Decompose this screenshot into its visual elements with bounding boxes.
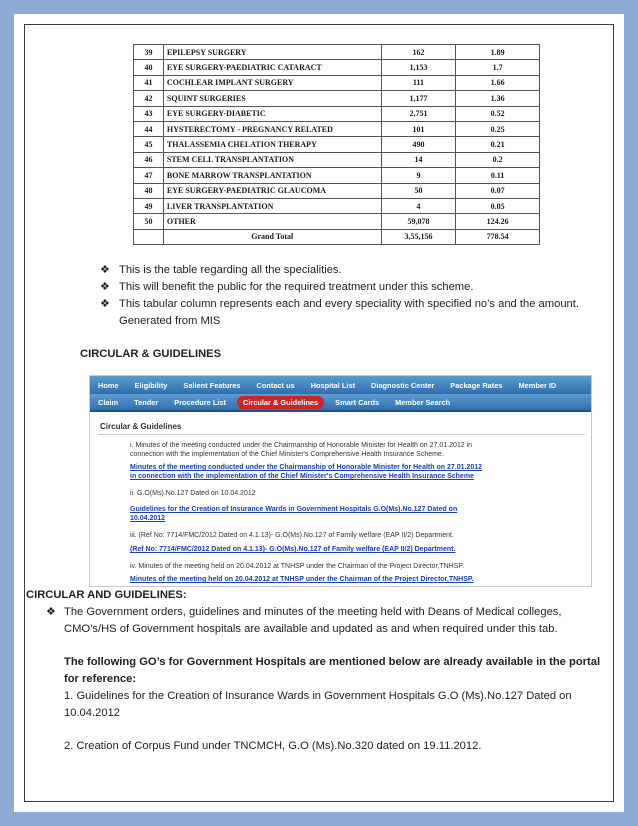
speciality-name: EPILEPSY SURGERY <box>163 45 381 60</box>
speciality-name: BONE MARROW TRANSPLANTATION <box>163 168 381 183</box>
diamond-bullet-icon: ❖ <box>100 281 110 293</box>
diamond-bullet-icon: ❖ <box>100 298 110 310</box>
table-row <box>134 152 540 167</box>
amount-value: 0.25 <box>456 121 540 136</box>
case-count: 50 <box>381 183 456 198</box>
amount-value: 1.36 <box>456 91 540 106</box>
circular-title: CIRCULAR AND GUIDELINES: <box>26 589 187 601</box>
speciality-name: EYE SURGERY-PAEDIATRIC GLAUCOMA <box>163 183 381 198</box>
amount-value: 0.2 <box>456 152 540 167</box>
amount-value: 1.66 <box>456 75 540 90</box>
shot-link[interactable]: (Ref No: 7714/FMC/2012 Dated on 4.1.13)- G.O(Ms).No.127 of Family welfare (EAP II/2) Department. <box>130 546 456 553</box>
row-number: 43 <box>134 106 164 121</box>
amount-value: 0.21 <box>456 137 540 152</box>
nav-item[interactable]: Member Search <box>395 397 451 407</box>
speciality-name: SQUINT SURGERIES <box>163 91 381 106</box>
row-number: 45 <box>134 137 164 152</box>
table-row <box>134 198 540 213</box>
circular-body <box>46 604 604 755</box>
shot-text: ii. G.O(Ms).No.127 Dated on 10.04.2012 <box>130 490 256 497</box>
nav-item[interactable]: Package Rates <box>450 380 503 390</box>
case-count: 1,153 <box>381 60 456 75</box>
bullet-item: ❖ This will benefit the public for the required treatment under this scheme. <box>100 279 580 296</box>
nav-item[interactable]: Claim <box>98 397 119 407</box>
table-row <box>134 106 540 121</box>
nav-item[interactable]: Procedure List <box>174 397 226 407</box>
speciality-name: HYSTERECTOMY - PREGNANCY RELATED <box>163 121 381 136</box>
table-row <box>134 45 540 60</box>
row-number: 44 <box>134 121 164 136</box>
amount-value: 0.11 <box>456 168 540 183</box>
shot-link[interactable]: Minutes of the meeting conducted under the Chairmanship of Honorable Minister for Health on 27.01.2012 <box>130 464 482 471</box>
row-number: 40 <box>134 60 164 75</box>
total-label: Grand Total <box>163 229 381 244</box>
case-count: 9 <box>381 168 456 183</box>
row-number: 50 <box>134 214 164 229</box>
nav-item[interactable]: Member ID <box>518 380 557 390</box>
table-row <box>134 168 540 183</box>
case-count: 162 <box>381 45 456 60</box>
total-cases: 3,55,156 <box>381 229 456 244</box>
row-number: 42 <box>134 91 164 106</box>
amount-value: 0.05 <box>456 198 540 213</box>
speciality-name: COCHLEAR IMPLANT SURGERY <box>163 75 381 90</box>
empty-cell <box>134 229 164 244</box>
nav-item[interactable]: Smart Cards <box>335 397 380 407</box>
nav-item[interactable]: Salient Features <box>183 380 241 390</box>
speciality-table <box>133 44 540 245</box>
amount-value: 1.7 <box>456 60 540 75</box>
bullet-item: ❖ The Government orders, guidelines and minutes of the meeting held with Deans of Medical colleges, CMO’s/HS of Government hospitals are available and updated as and when required under this tab. <box>46 606 562 635</box>
divider <box>98 434 585 435</box>
shot-text: iv. Minutes of the meeting held on 20.04.2012 at TNHSP under the Chairman of the Project Director,TNHSP. <box>130 563 465 570</box>
total-amount: 778.54 <box>456 229 540 244</box>
shot-text: i. Minutes of the meeting conducted under the Chairmanship of Honorable Minister for Health on 27.01.2012 in <box>130 442 473 449</box>
speciality-name: THALASSEMIA CHELATION THERAPY <box>163 137 381 152</box>
row-number: 48 <box>134 183 164 198</box>
shot-link[interactable]: Minutes of the meeting held on 20.04.2012 at TNHSP under the Chairman of the Project Director,TNHSP. <box>130 576 474 583</box>
shot-link[interactable]: Guidelines for the Creation of Insurance Wards in Government Hospitals G.O(Ms).No.127 Dated on <box>130 506 458 513</box>
bold-paragraph: The following GO’s for Government Hospitals are mentioned below are already available in the portal for reference: <box>64 656 601 685</box>
diamond-bullet-icon: ❖ <box>46 606 56 618</box>
section-heading: CIRCULAR & GUIDELINES <box>80 348 222 360</box>
case-count: 111 <box>381 75 456 90</box>
go-item-2: 2. Creation of Corpus Fund under TNCMCH, G.O (Ms).No.320 dated on 19.11.2012. <box>64 740 482 752</box>
amount-value: 1.89 <box>456 45 540 60</box>
nav-bar-primary <box>90 376 592 394</box>
amount-value: 124.26 <box>456 214 540 229</box>
table-row <box>134 121 540 136</box>
case-count: 490 <box>381 137 456 152</box>
row-number: 46 <box>134 152 164 167</box>
table-row <box>134 91 540 106</box>
shot-text: connection with the implementation of the Chief Minister's Comprehensive Health Insurance Scheme. <box>130 451 444 458</box>
table-row <box>134 183 540 198</box>
nav-item[interactable]: Diagnostic Center <box>371 380 435 390</box>
nav-bar-secondary <box>90 394 592 412</box>
shot-link[interactable]: 10.04.2012 <box>130 515 166 522</box>
amount-value: 0.07 <box>456 183 540 198</box>
row-number: 41 <box>134 75 164 90</box>
shot-text: iii. (Ref No: 7714/FMC/2012 Dated on 4.1.13)- G.O(Ms).No.127 of Family welfare (EAP II/2) Department. <box>130 532 454 539</box>
speciality-name: STEM CELL TRANSPLANTATION <box>163 152 381 167</box>
case-count: 14 <box>381 152 456 167</box>
bullet-item: ❖ This is the table regarding all the specialities. <box>100 262 580 279</box>
case-count: 59,078 <box>381 214 456 229</box>
row-number: 47 <box>134 168 164 183</box>
case-count: 101 <box>381 121 456 136</box>
table-row <box>134 75 540 90</box>
speciality-name: EYE SURGERY-DIABETIC <box>163 106 381 121</box>
total-row <box>134 229 540 244</box>
speciality-name: EYE SURGERY-PAEDIATRIC CATARACT <box>163 60 381 75</box>
case-count: 1,177 <box>381 91 456 106</box>
nav-item[interactable]: Hospital List <box>310 380 356 390</box>
case-count: 2,751 <box>381 106 456 121</box>
amount-value: 0.52 <box>456 106 540 121</box>
bullet-item: ❖ This tabular column represents each and every speciality with specified no’s and the amount. Generated from MIS <box>100 298 579 327</box>
nav-item[interactable]: Eligibility <box>134 380 168 390</box>
bullet-list <box>100 262 580 330</box>
embedded-website-screenshot <box>89 375 592 587</box>
case-count: 4 <box>381 198 456 213</box>
go-item-1: 1. Guidelines for the Creation of Insurance Wards in Government Hospitals G.O (Ms).No.127 Dated on 10.04.2012 <box>64 690 572 719</box>
table-row <box>134 137 540 152</box>
table-row <box>134 60 540 75</box>
nav-item[interactable]: Contact us <box>256 380 295 390</box>
speciality-name: OTHER <box>163 214 381 229</box>
speciality-name: LIVER TRANSPLANTATION <box>163 198 381 213</box>
table-row <box>134 214 540 229</box>
nav-item[interactable]: Tender <box>134 397 159 407</box>
diamond-bullet-icon: ❖ <box>100 264 110 276</box>
nav-item[interactable]: Home <box>98 380 119 390</box>
row-number: 49 <box>134 198 164 213</box>
shot-page-title: Circular & Guidelines <box>100 422 182 431</box>
row-number: 39 <box>134 45 164 60</box>
nav-item[interactable]: Circular & Guidelines <box>237 396 324 409</box>
shot-link[interactable]: in connection with the implementation of the Chief Minister's Comprehensive Health Insurance Scheme <box>130 473 474 480</box>
